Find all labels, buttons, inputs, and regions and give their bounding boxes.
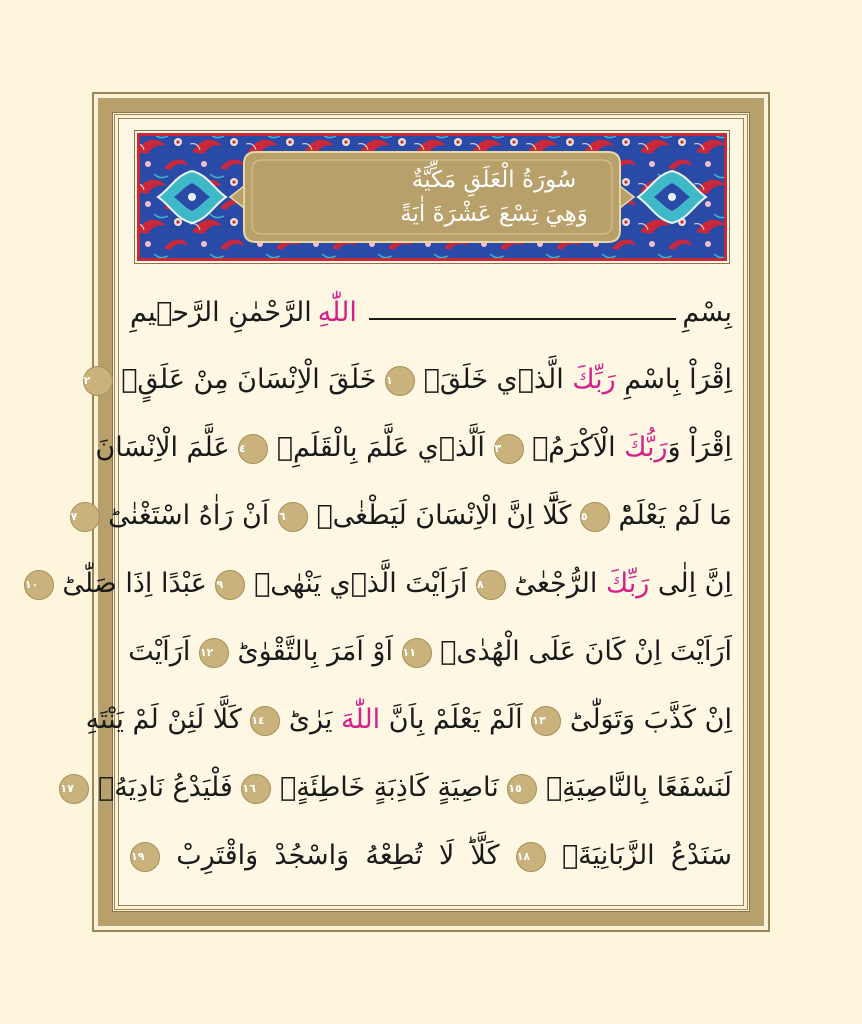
- verse-text: فَلْيَدْعُ نَادِيَهُۙ: [89, 772, 242, 803]
- verse-text: الرُّجْعٰىؕ: [505, 568, 606, 599]
- verse-text: اَنْ رَاٰهُ اسْتَغْنٰىؕ: [99, 500, 278, 531]
- basmala-rest: الرَّحْمٰنِ الرَّح۪يمِ: [130, 296, 312, 328]
- basmala-allah: اللّٰهِ: [317, 296, 357, 328]
- verse-text: الَّذ۪ي خَلَقَۚ: [415, 364, 573, 395]
- basmala-line: [130, 280, 732, 344]
- highlighted-word: رَبِّكَ: [605, 568, 650, 599]
- highlighted-word: رَبُّكَ: [624, 432, 668, 463]
- verse-text: نَاصِيَةٍ كَاذِبَةٍ خَاطِئَةٍۚ: [271, 772, 508, 803]
- ayah-number-marker: ٦: [278, 502, 308, 532]
- verse-text: كَلَّا لَئِنْ لَمْ يَنْتَهِ: [85, 704, 251, 735]
- text-line: [70, 484, 732, 548]
- text-line: [130, 824, 732, 888]
- verse-text: اَلَّذ۪ي عَلَّمَ بِالْقَلَمِۙ: [268, 432, 494, 463]
- verse-text: اَرَاَيْتَ: [128, 636, 199, 667]
- surah-header-illumination: [134, 130, 730, 264]
- verse-text: اَرَاَيْتَ اِنْ كَانَ عَلَى الْهُدٰىۙ: [431, 636, 732, 667]
- text-line: [83, 348, 732, 412]
- ayah-number-marker: ٣: [494, 434, 524, 464]
- verse-text: اَرَاَيْتَ الَّذ۪ي يَنْهٰىۙ: [245, 568, 476, 599]
- ayah-number-marker: ١٥: [507, 774, 537, 804]
- text-line: [85, 688, 732, 752]
- text-line: [95, 416, 732, 480]
- ayah-number-marker: ٩: [215, 570, 245, 600]
- verse-text: لَنَسْفَعًا بِالنَّاصِيَةِۙ: [537, 772, 732, 803]
- ayah-number-marker: ٨: [476, 570, 506, 600]
- verse-text: خَلَقَ الْاِنْسَانَ مِنْ عَلَقٍۚ: [112, 364, 386, 395]
- ayah-number-marker: ١: [385, 366, 415, 396]
- verse-text: الْاَكْرَمُۙ: [523, 432, 625, 463]
- ayah-number-marker: ٤: [238, 434, 268, 464]
- text-line: [130, 620, 732, 684]
- surah-title: سُورَةُ الْعَلَقِ مَكِّيَّةٌ: [411, 167, 577, 193]
- verse-text: اِنْ كَذَّبَ وَتَوَلّٰىؕ: [561, 704, 732, 735]
- ayah-number-marker: ١٧: [59, 774, 89, 804]
- ayah-number-marker: ٢: [83, 366, 113, 396]
- highlighted-word: رَبِّكَ: [572, 364, 616, 395]
- ayah-number-marker: ١٩: [130, 842, 160, 872]
- verse-text: عَلَّمَ الْاِنْسَانَ: [95, 432, 239, 463]
- ayah-number-marker: ١٠: [24, 570, 54, 600]
- basmala-extension-stroke: [369, 318, 677, 320]
- verse-text: مَا لَمْ يَعْلَمْؕ: [609, 500, 732, 531]
- text-line: [60, 756, 732, 820]
- verse-text: سَنَدْعُ الزَّبَانِيَةَۙ: [545, 840, 732, 871]
- verse-text: كَلَّٓا اِنَّ الْاِنْسَانَ لَيَطْغٰىۙ: [307, 500, 580, 531]
- text-line: [24, 552, 732, 616]
- verse-text: اَلَمْ يَعْلَمْ بِاَنَّ: [380, 704, 532, 735]
- verse-text: اِنَّ اِلٰى: [649, 568, 732, 599]
- verse-text: يَرٰىؕ: [280, 704, 342, 735]
- ayah-number-marker: ١١: [402, 638, 432, 668]
- surah-title-block: [374, 155, 614, 239]
- ayah-number-marker: ١٨: [516, 842, 546, 872]
- surah-text: [24, 280, 732, 898]
- surah-verse-count: وَهِيَ تِسْعَ عَشْرَةَ اٰيَةً: [400, 201, 588, 227]
- basmala-bism: بِسْمِ: [682, 296, 732, 328]
- verse-text: اَوْ اَمَرَ بِالتَّقْوٰىؕ: [228, 636, 402, 667]
- ayah-number-marker: ١٣: [531, 706, 561, 736]
- highlighted-word: اللّٰهَ: [341, 704, 381, 735]
- verse-text: اِقْرَاْ بِاسْمِ: [615, 364, 732, 395]
- verse-text: اِقْرَاْ وَ: [667, 432, 732, 463]
- verse-text: عَبْدًا اِذَا صَلّٰىؕ: [53, 568, 216, 599]
- ayah-number-marker: ١٤: [250, 706, 280, 736]
- ayah-number-marker: ١٢: [199, 638, 229, 668]
- ayah-number-marker: ١٦: [241, 774, 271, 804]
- verse-text: كَلَّاؕ لَا تُطِعْهُ وَاسْجُدْ وَاقْتَرِبْ: [160, 840, 516, 871]
- ayah-number-marker: ٧: [70, 502, 100, 532]
- ayah-number-marker: ٥: [580, 502, 610, 532]
